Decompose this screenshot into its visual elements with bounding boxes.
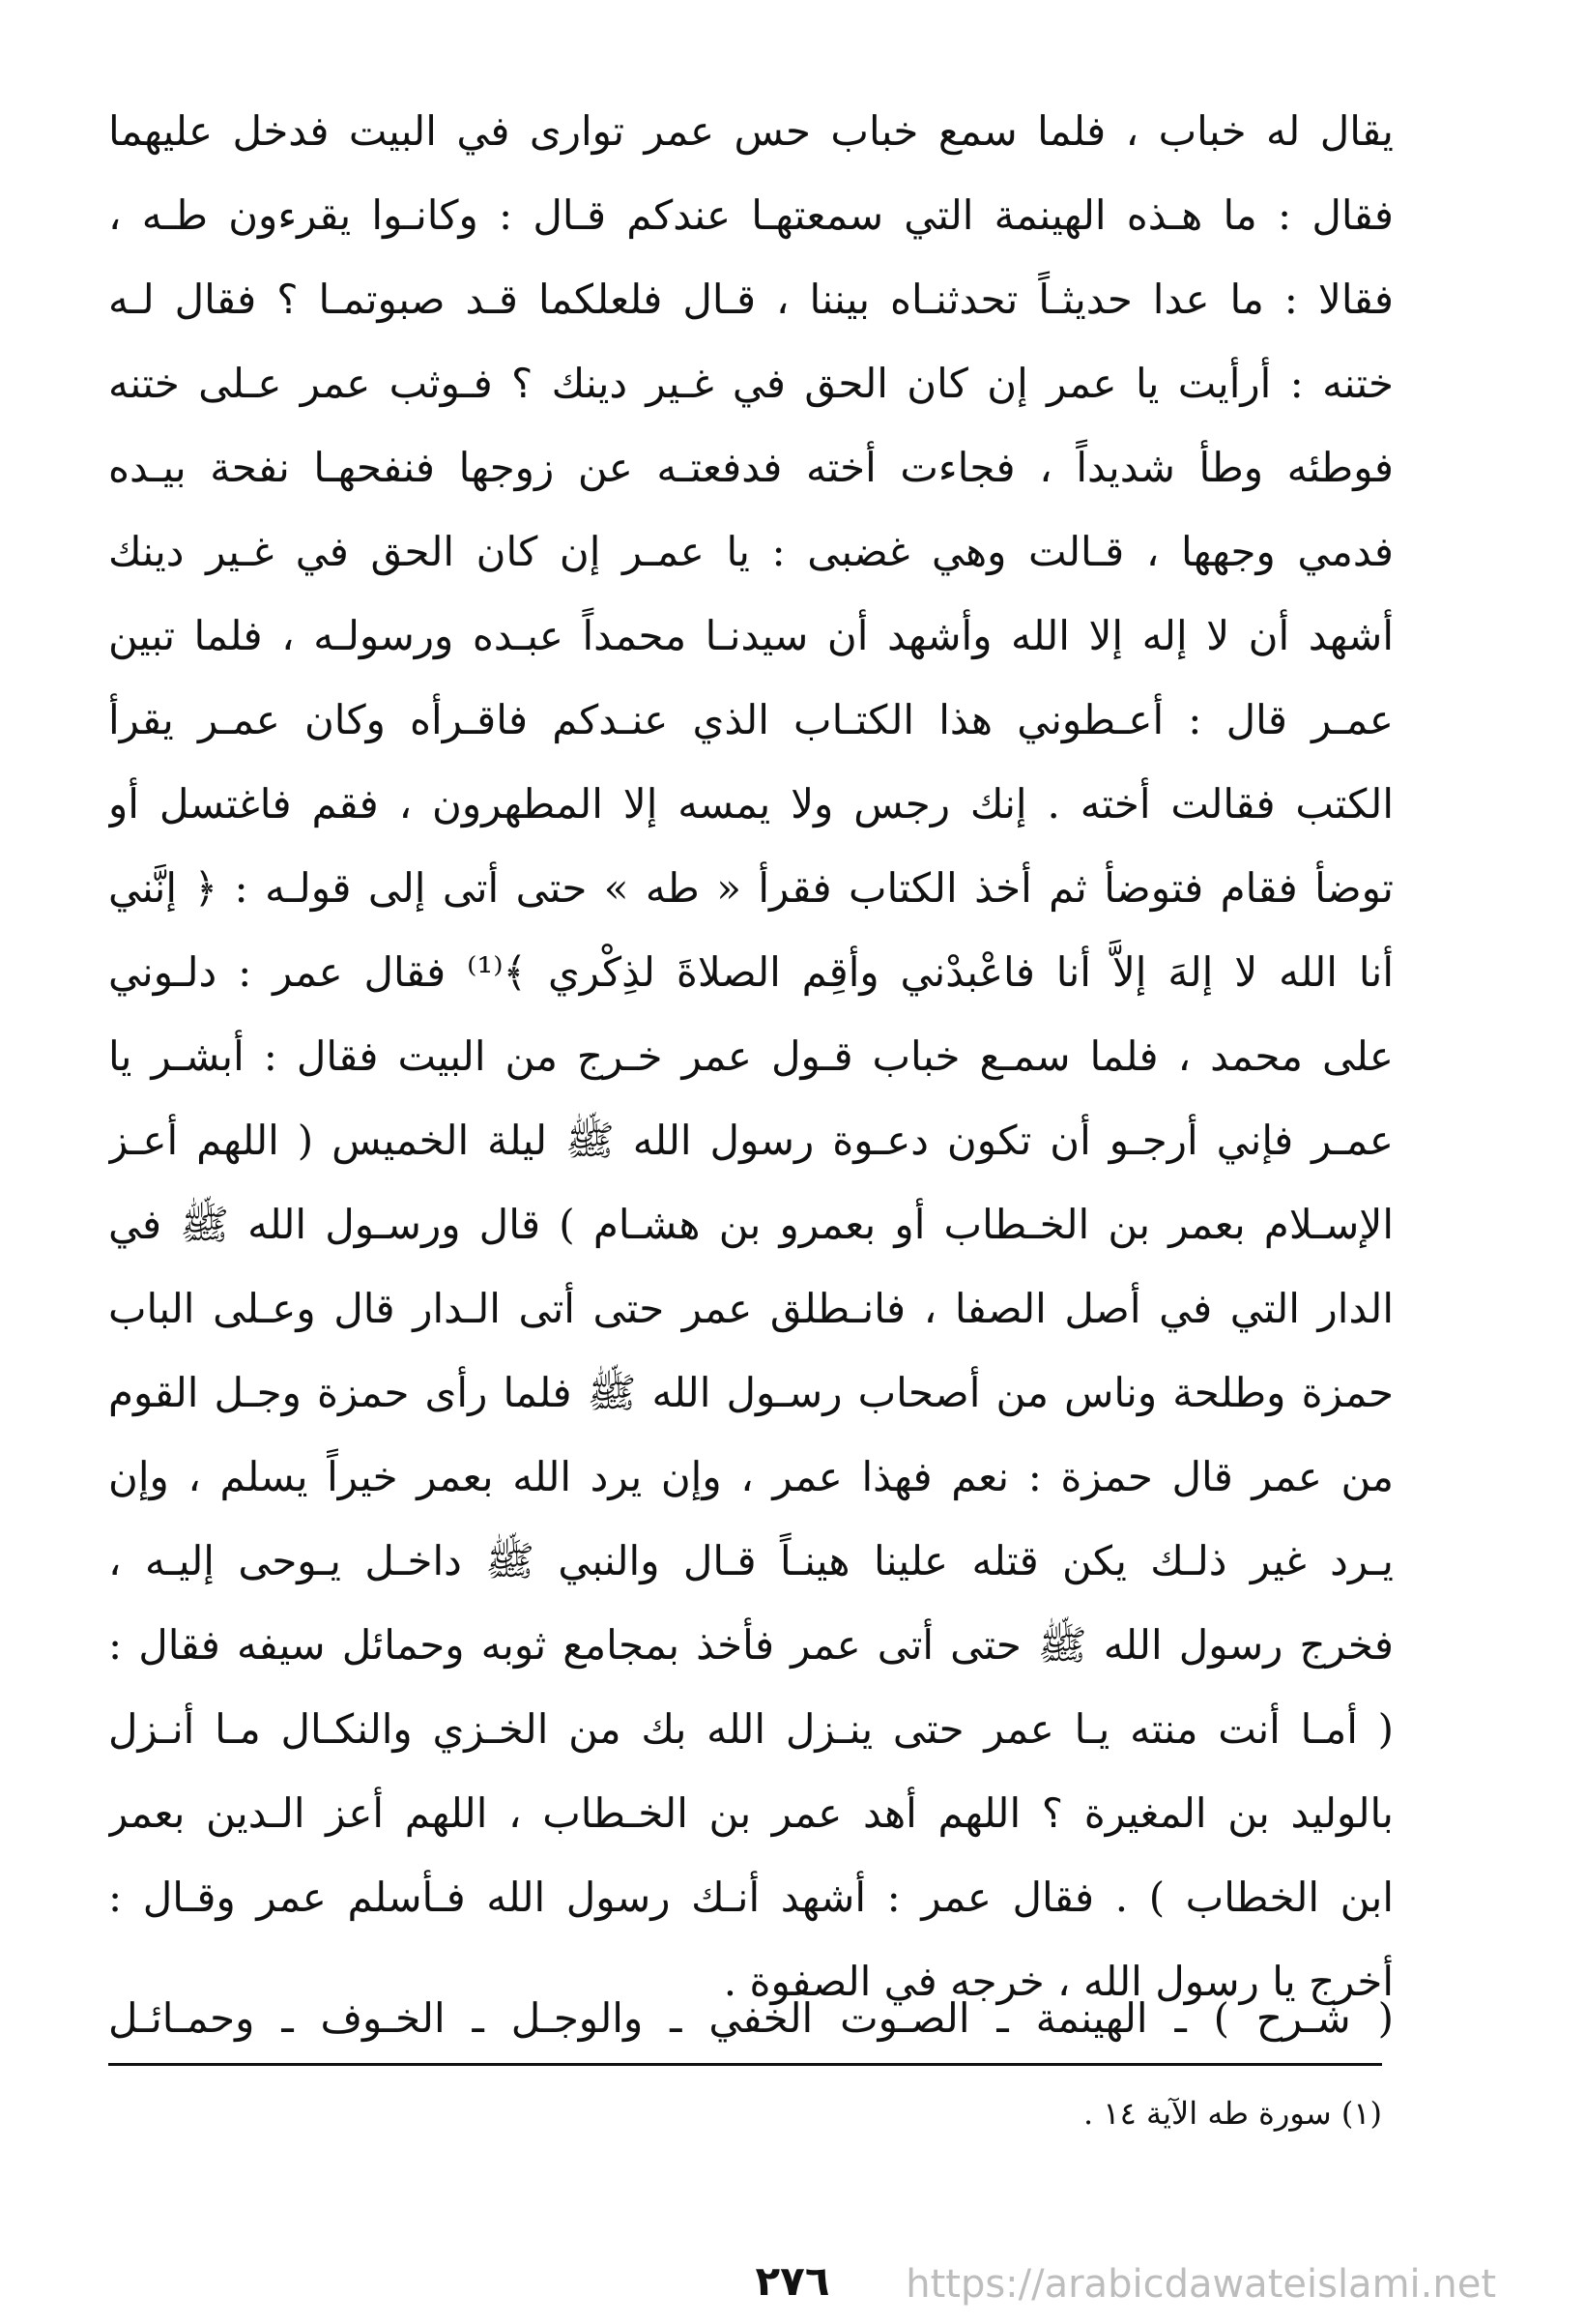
- body-text: [108, 89, 1394, 2023]
- text-line: عمـر فإني أرجـو أن تكون دعـوة رسول الله ﷺ ليلة الخميس ( اللهم أعـز: [108, 1117, 1394, 1164]
- text-line: فوطئه وطأ شديداً ، فجاءت أخته فدفعتـه عن زوجها فنفحهـا نفحة بيـده: [108, 444, 1394, 491]
- text-line: ابن الخطاب ) . فقال عمر : أشهد أنـك رسول الله فـأسلم عمر وقـال :: [108, 1874, 1394, 1921]
- text-line: أنا الله لا إلهَ إلاَّ أنا فاعْبدْني وأقِم الصلاةَ لذِكْري ﴾⁽¹⁾ فقال عمر : دلـوني: [108, 948, 1394, 996]
- page-number: ٢٧٦: [755, 2257, 830, 2305]
- text-line: بالوليد بن المغيرة ؟ اللهم أهد عمر بن الخـطاب ، اللهم أعز الـدين بعمر: [108, 1789, 1394, 1837]
- text-line: يـرد غير ذلـك يكن قتله علينا هينـاً قـال والنبي ﷺ داخـل يـوحى إليـه ،: [108, 1537, 1394, 1584]
- text-line: على محمد ، فلما سمـع خباب قـول عمر خـرج من البيت فقال : أبشـر يا: [108, 1032, 1394, 1080]
- text-line: ختنه : أرأيت يا عمر إن كان الحق في غـير دينك ؟ فـوثب عمر عـلى ختنه: [108, 360, 1394, 407]
- text-line: الكتب فقالت أخته . إنك رجس ولا يمسه إلا المطهرون ، فقم فاغتسل أو: [108, 780, 1394, 828]
- text-line: الدار التي في أصل الصفا ، فانـطلق عمر حتى أتى الـدار قال وعـلى الباب: [108, 1285, 1394, 1332]
- text-line: حمزة وطلحة وناس من أصحاب رسـول الله ﷺ فلما رأى حمزة وجـل القوم: [108, 1369, 1394, 1416]
- text-line: توضأ فقام فتوضأ ثم أخذ الكتاب فقرأ « طه » حتى أتى إلى قولـه : ﴿ إنَّني: [108, 864, 1394, 912]
- text-line: عمـر قال : أعـطوني هذا الكتـاب الذي عنـدكم فاقـرأه وكان عمـر يقرأ: [108, 696, 1394, 743]
- text-line: فقالا : ما عدا حديثـاً تحدثنـاه بيننا ، قـال فلعلكما قـد صبوتمـا ؟ فقال لـه: [108, 276, 1394, 323]
- text-line: من عمر قال حمزة : نعم فهذا عمر ، وإن يرد الله بعمر خيراً يسلم ، وإن: [108, 1453, 1394, 1500]
- watermark-url: https://arabicdawateislami.net: [906, 2262, 1496, 2307]
- text-line: أشهد أن لا إله إلا الله وأشهد أن سيدنـا محمداً عبـده ورسولـه ، فلما تبين: [108, 612, 1394, 659]
- footnote: (١) سورة طه الآية ١٤ .: [1083, 2095, 1382, 2132]
- footnote-divider: [108, 2063, 1382, 2066]
- text-line: ( أمـا أنت منته يـا عمر حتى ينـزل الله بك من الخـزي والنكـال مـا أنـزل: [108, 1705, 1394, 1753]
- gloss-line: ( شـرح ) ـ الهينمة ـ الصـوت الخفي ـ والوجـل ـ الخـوف ـ وحمـائـل: [108, 1994, 1394, 2042]
- text-line: فقال : ما هـذه الهينمة التي سمعتهـا عندكم قـال : وكانـوا يقرءون طـه ،: [108, 191, 1394, 239]
- text-line: فخرج رسول الله ﷺ حتى أتى عمر فأخذ بمجامع ثوبه وحمائل سيفه فقال :: [108, 1621, 1394, 1669]
- text-line: يقال له خباب ، فلما سمع خباب حس عمر توارى في البيت فدخل عليهما: [108, 107, 1394, 155]
- text-line: أخرج يا رسول الله ، خرجه في الصفوة .: [723, 1958, 1394, 2005]
- text-line: الإسـلام بعمر بن الخـطاب أو بعمرو بن هشـام ) قال ورسـول الله ﷺ في: [108, 1201, 1394, 1248]
- text-line: فدمي وجهها ، قـالت وهي غضبى : يا عمـر إن كان الحق في غـير دينك: [108, 528, 1394, 575]
